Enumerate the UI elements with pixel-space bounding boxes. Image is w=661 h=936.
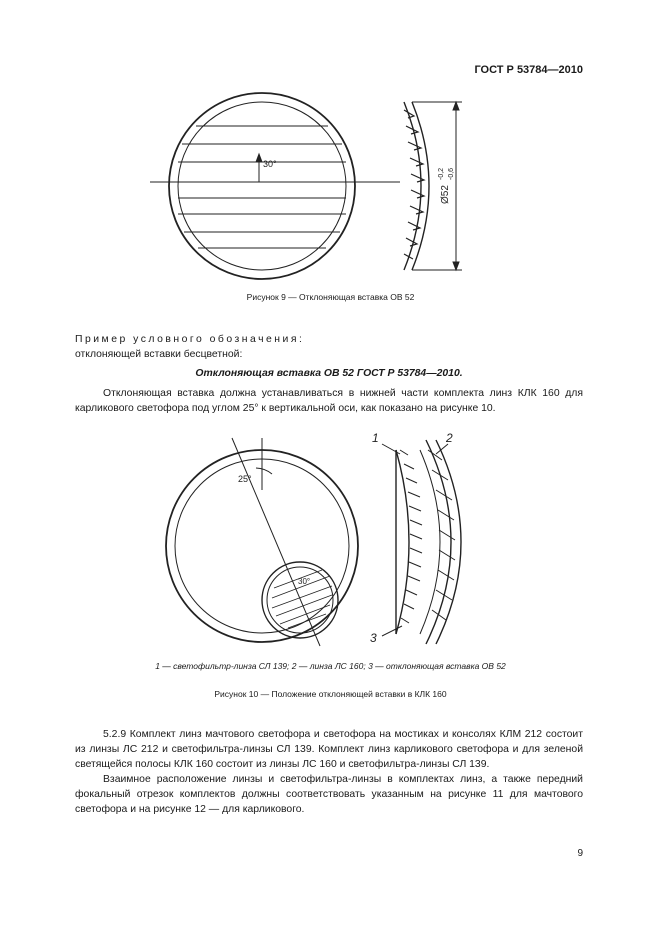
profile-section [404, 102, 429, 270]
angle-label: 30° [263, 159, 277, 169]
figure-10-legend: 1 — светофильтр-линза СЛ 139; 2 — линза ЛС 160; 3 — отклоняющая вставка ОВ 52 [155, 661, 506, 671]
tolerance-upper: -0,2 [438, 167, 445, 180]
example-designation: Отклоняющая вставка ОВ 52 ГОСТ Р 53784—2010. [195, 368, 463, 379]
angle-small-label: 30° [298, 577, 311, 586]
figure-9-drawing [0, 0, 661, 300]
angle-big-label: 25° [238, 474, 252, 484]
figure-10-drawing [0, 420, 661, 655]
insert-outer-circle [169, 93, 355, 279]
callout-1: 1 [372, 431, 379, 445]
figure-9-caption: Рисунок 9 — Отклоняющая вставка ОВ 52 [246, 292, 415, 302]
insert-inner-circle [178, 102, 346, 270]
tolerance-lower: -0,6 [448, 167, 455, 180]
page-number: 9 [577, 848, 583, 859]
dimension-label: Ø52 [440, 185, 451, 204]
tilt-axis [232, 438, 320, 646]
callout-2: 2 [446, 431, 453, 445]
prism-lines [178, 126, 346, 248]
lens-profile [396, 440, 461, 644]
callout-3: 3 [370, 631, 377, 645]
mutual-position-paragraph: Взаимное расположение линзы и светофильтра-линзы в комплектах линз, а также передний фокальный отрезок комплектов должны соответствовать указанным на рисунке 11 для мачтового светофора и на рисунке 12 — для карликового. [75, 774, 583, 815]
figure-10-caption: Рисунок 10 — Положение отклоняющей вставки в КЛК 160 [214, 689, 447, 699]
example-heading: Пример условного обозначения: [75, 334, 305, 345]
arrow-head [256, 154, 262, 162]
section-5-2-9: 5.2.9 Комплект линз мачтового светофора и светофора на мостиках и консолях КЛМ 212 состоит из линзы ЛС 212 и светофильтра-линзы СЛ 139. Комплект линз карликового светофора и для зеленой светящейся полосы КЛК 160 состоит из линзы ЛС 160 и светофильтра-линзы СЛ 139. [75, 729, 583, 770]
example-line: отклоняющей вставки бесцветной: [75, 349, 243, 360]
standard-header: ГОСТ Р 53784—2010 [474, 64, 583, 76]
example-block [75, 332, 583, 381]
install-paragraph: Отклоняющая вставка должна устанавливаться в нижней части комплекта линз КЛК 160 для карликового светофора под углом 25° к вертикальной оси, как показано на рисунке 10. [75, 388, 583, 414]
